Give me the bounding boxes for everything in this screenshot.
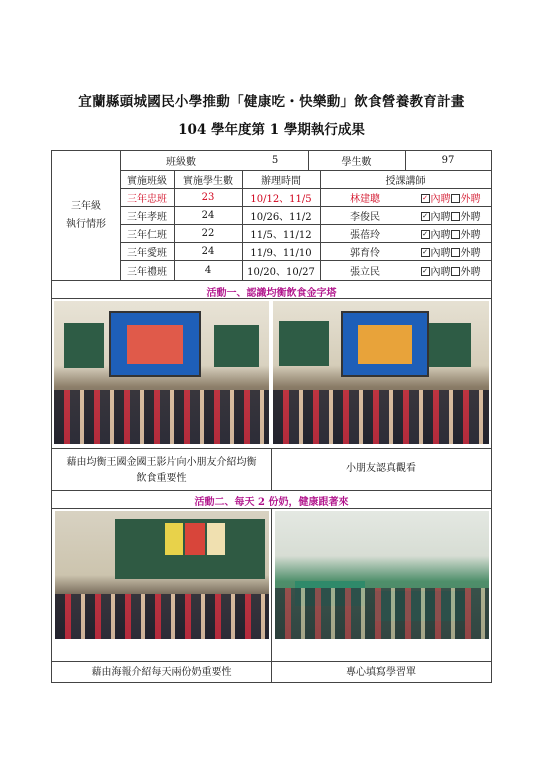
- student-count-label: 學生數: [341, 157, 372, 168]
- checkbox-icon: ✓: [422, 266, 428, 275]
- header-students: 實施學生數: [183, 175, 233, 187]
- grade-label: 三年級 執行情形: [66, 200, 106, 230]
- activity2-caption-left: 藉由海報介紹每天兩份奶重要性: [91, 667, 232, 678]
- document-subtitle: 104 學年度第 1 學期執行成果: [178, 122, 365, 138]
- class-count-label: 班級數: [166, 157, 196, 168]
- row-time: 10/26、11/2: [250, 211, 312, 223]
- row-class: 三年仁班: [127, 229, 167, 241]
- activity1-caption-left: 藉由均衡王國金國王影片向小朋友介紹均衡 飲食重要性: [66, 457, 257, 484]
- document-title: 宜蘭縣頭城國民小學推動「健康吃・快樂動」飲食營養教育計畫: [78, 94, 465, 110]
- row-students: 4: [204, 264, 212, 276]
- results-table: [51, 150, 492, 683]
- row-teacher: 張立民: [350, 266, 380, 278]
- student-count-value: 97: [441, 155, 455, 166]
- row-class: 三年愛班: [127, 247, 167, 259]
- activity1-caption-right: 小朋友認真觀看: [346, 463, 416, 474]
- checkbox-icon: ✓: [422, 229, 428, 238]
- checkbox-icon: ✓: [422, 193, 428, 202]
- checkbox-icon: [451, 230, 460, 239]
- row-students: 23: [201, 191, 215, 203]
- row-students: 22: [201, 227, 215, 239]
- row-class: 三年孝班: [127, 211, 167, 223]
- class-count-value: 5: [271, 155, 279, 166]
- activity1-title: 活動一、認識均衡飲食金字塔: [206, 288, 337, 299]
- hire-type: ✓ 內聘 外聘: [422, 229, 481, 241]
- hire-type: ✓ 內聘 外聘: [422, 266, 481, 278]
- hire-type: ✓ 內聘 外聘: [422, 211, 481, 223]
- header-class: 實施班級: [127, 175, 167, 187]
- row-class: 三年忠班: [127, 193, 167, 205]
- activity2-photo-left: [55, 511, 269, 639]
- checkbox-icon: [451, 194, 460, 203]
- row-teacher: 張蓓玲: [350, 229, 380, 241]
- checkbox-icon: ✓: [422, 211, 428, 220]
- row-class: 三年禮班: [127, 266, 167, 278]
- header-teacher: 授課講師: [385, 175, 426, 187]
- activity2-title: 活動二、每天 2 份奶，健康跟著來: [194, 497, 349, 508]
- checkbox-icon: [451, 248, 460, 257]
- row-time: 10/12、11/5: [250, 193, 312, 205]
- row-time: 11/9、11/10: [250, 247, 312, 259]
- row-teacher: 李俊民: [350, 211, 380, 223]
- hire-type: ✓ 內聘 外聘: [422, 193, 481, 205]
- checkbox-icon: ✓: [422, 247, 428, 256]
- activity1-photo-left: [54, 301, 269, 444]
- checkbox-icon: [451, 267, 460, 276]
- activity2-caption-right: 專心填寫學習單: [346, 667, 416, 678]
- row-teacher: 林建聰: [350, 193, 380, 205]
- row-time: 10/20、10/27: [247, 266, 315, 278]
- row-students: 24: [201, 245, 215, 257]
- row-time: 11/5、11/12: [250, 229, 312, 241]
- activity1-photo-right: [273, 301, 489, 444]
- hire-type: ✓ 內聘 外聘: [422, 247, 481, 259]
- row-teacher: 郭育伶: [350, 247, 380, 259]
- checkbox-icon: [451, 212, 460, 221]
- header-time: 辦理時間: [261, 175, 301, 187]
- activity2-photo-right: [275, 511, 489, 639]
- row-students: 24: [201, 209, 215, 221]
